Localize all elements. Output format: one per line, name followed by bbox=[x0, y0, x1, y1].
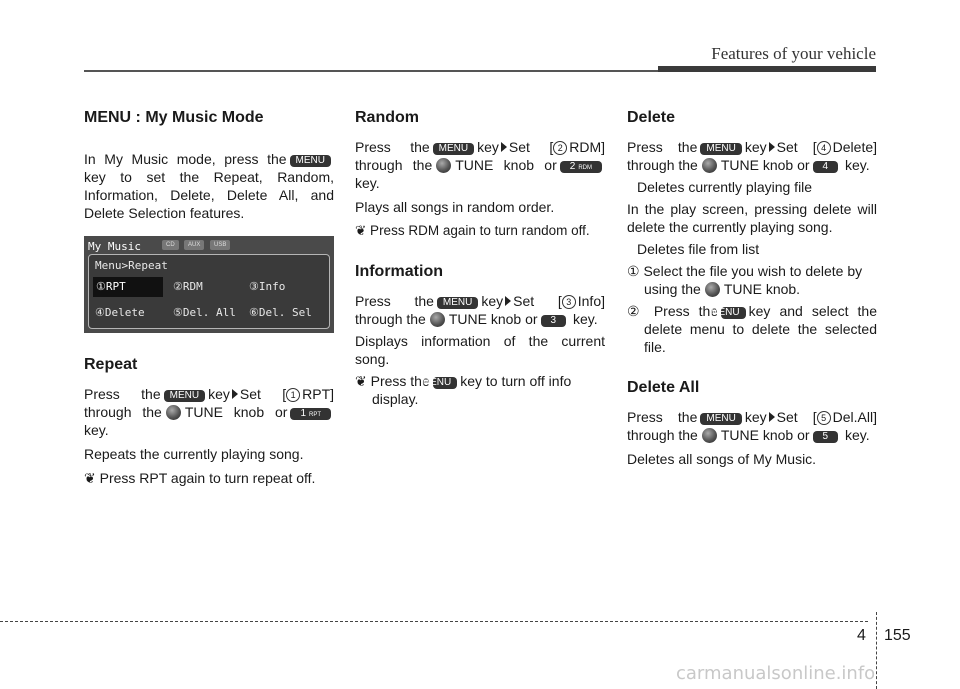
delall-item-text: Del.All] bbox=[832, 409, 878, 425]
delete-press-text: Press the bbox=[627, 139, 698, 155]
section-heading-random: Random bbox=[355, 109, 419, 126]
info-note-text-a: ❦ Press the bbox=[355, 373, 430, 389]
info-item-text: Info] bbox=[577, 293, 605, 309]
watermark: carmanualsonline.info bbox=[676, 663, 876, 684]
info-press-text: Press the bbox=[355, 293, 434, 309]
my-music-screen-illustration bbox=[84, 236, 334, 333]
footer-divider bbox=[876, 612, 877, 689]
section-heading-information: Information bbox=[355, 263, 443, 280]
random-through-text: through the bbox=[355, 157, 433, 173]
circled-number-icon: 4 bbox=[817, 141, 831, 155]
arrow-right-icon bbox=[232, 389, 238, 399]
circled-number-icon: 5 bbox=[817, 411, 831, 425]
screen-item-rdm: ②RDM bbox=[173, 280, 203, 293]
screen-item-del-sel: ⑥Del. Sel bbox=[249, 306, 312, 319]
delete-line-3: Deletes file from list bbox=[637, 241, 760, 257]
screen-item-delete: ④Delete bbox=[95, 306, 145, 319]
intro-text-1: In My Music mode, press the bbox=[84, 151, 287, 167]
delete-all-instruction bbox=[627, 408, 877, 444]
information-instruction bbox=[355, 292, 605, 328]
screen-menu-header: Menu>Repeat bbox=[95, 259, 168, 272]
delete-tune-text: TUNE knob or bbox=[720, 157, 810, 173]
circled-number-icon: 1 bbox=[286, 388, 300, 402]
tune-knob-icon bbox=[702, 428, 717, 443]
screen-badge-cd: CD bbox=[162, 240, 179, 250]
menu-key-icon: MENU bbox=[721, 307, 745, 319]
delall-key2-text: key. bbox=[845, 427, 870, 443]
chapter-number: 4 bbox=[857, 627, 866, 644]
random-note: ❦ Press RDM again to turn random off. bbox=[355, 223, 590, 238]
info-tune-text: TUNE knob or bbox=[448, 311, 538, 327]
screen-item-rpt: ①RPT bbox=[93, 277, 163, 297]
arrow-right-icon bbox=[505, 296, 511, 306]
information-note bbox=[355, 372, 605, 408]
delete-set-text: Set [ bbox=[776, 139, 817, 155]
random-set-text: Set [ bbox=[508, 139, 554, 155]
info-key-icon: 3 bbox=[541, 315, 567, 327]
delete-through-text: through the bbox=[627, 157, 698, 173]
tune-knob-icon bbox=[436, 158, 451, 173]
random-instruction bbox=[355, 138, 605, 192]
random-press-text: Press the bbox=[355, 139, 430, 155]
random-item-text: RDM] bbox=[569, 139, 605, 155]
step-1-text-a: Select the file you wish to delete by using the bbox=[643, 263, 863, 297]
screen-title: My Music bbox=[88, 240, 141, 253]
arrow-right-icon bbox=[769, 412, 775, 422]
menu-key-icon: MENU bbox=[433, 377, 457, 389]
column-middle bbox=[355, 108, 605, 412]
header-rule-accent bbox=[658, 66, 876, 72]
section-heading-delete-all: Delete All bbox=[627, 379, 700, 396]
rpt-key-sub: RPT bbox=[309, 412, 321, 418]
delall-press-text: Press the bbox=[627, 409, 698, 425]
step-1-number: ① bbox=[627, 263, 640, 279]
column-right bbox=[627, 108, 877, 472]
delete-all-description: Deletes all songs of My Music. bbox=[627, 451, 817, 467]
random-tune-text: TUNE knob or bbox=[455, 157, 557, 173]
delete-step-2 bbox=[627, 302, 877, 356]
tune-knob-icon bbox=[705, 282, 720, 297]
repeat-description: Repeats the currently playing song. bbox=[84, 446, 304, 462]
delete-key2-text: key. bbox=[845, 157, 870, 173]
circled-number-icon: 3 bbox=[562, 295, 576, 309]
rdm-key-number: 2 bbox=[569, 161, 576, 172]
info-set-text: Set [ bbox=[513, 293, 562, 309]
column-left bbox=[84, 108, 334, 491]
footer-rule bbox=[0, 621, 868, 622]
screen-badge-aux: AUX bbox=[184, 240, 204, 250]
delete-line-2: In the play screen, pressing delete will delete the currently playing song. bbox=[627, 201, 877, 235]
menu-key-icon: MENU bbox=[433, 143, 474, 155]
delall-key-text: key bbox=[744, 409, 767, 425]
random-key-text: key bbox=[477, 139, 499, 155]
delete-instruction bbox=[627, 138, 877, 174]
menu-key-icon: MENU bbox=[290, 155, 331, 167]
screen-item-del-all: ⑤Del. All bbox=[173, 306, 236, 319]
delall-through-text: through the bbox=[627, 427, 698, 443]
menu-key-icon: MENU bbox=[164, 390, 205, 402]
screen-item-info: ③Info bbox=[249, 280, 286, 293]
rpt-key-number: 1 bbox=[300, 408, 306, 419]
repeat-key2-text: key. bbox=[84, 422, 109, 438]
tune-knob-icon bbox=[166, 405, 181, 420]
arrow-right-icon bbox=[769, 142, 775, 152]
step-2-number: ② bbox=[627, 303, 645, 319]
repeat-note: ❦ Press RPT again to turn repeat off. bbox=[84, 470, 316, 486]
rpt-key-icon bbox=[290, 408, 331, 420]
page-number: 155 bbox=[884, 627, 911, 644]
tune-knob-icon bbox=[702, 158, 717, 173]
circled-number-icon: 2 bbox=[553, 141, 567, 155]
screen-badge-usb: USB bbox=[210, 240, 230, 250]
rdm-key-icon bbox=[560, 161, 602, 173]
info-note-text-b: key to turn off info display. bbox=[372, 373, 572, 407]
section-heading-my-music: MENU : My Music Mode bbox=[84, 109, 264, 126]
step-2-text-a: Press the bbox=[653, 303, 719, 319]
intro-text-2: key to set the Repeat, Random, Information, Delete, Delete All, and Delete Selection features. bbox=[84, 169, 334, 221]
delall-num-key-icon: 5 bbox=[813, 431, 839, 443]
arrow-right-icon bbox=[501, 142, 507, 152]
intro-paragraph bbox=[84, 150, 334, 222]
repeat-instruction bbox=[84, 385, 334, 439]
info-key2-text: key. bbox=[573, 311, 598, 327]
random-key2-text: key. bbox=[355, 175, 380, 191]
repeat-tune-text: TUNE knob or bbox=[184, 404, 288, 420]
menu-key-icon: MENU bbox=[700, 143, 741, 155]
step-1-text-b: TUNE knob. bbox=[723, 281, 801, 297]
repeat-key-text: key bbox=[208, 386, 230, 402]
repeat-set-text: Set [ bbox=[239, 386, 287, 402]
rdm-key-sub: RDM bbox=[578, 165, 592, 171]
delall-set-text: Set [ bbox=[776, 409, 817, 425]
repeat-through-text: through the bbox=[84, 404, 162, 420]
random-description: Plays all songs in random order. bbox=[355, 199, 555, 215]
menu-key-icon: MENU bbox=[700, 413, 741, 425]
repeat-press-text: Press the bbox=[84, 386, 161, 402]
delete-line-1: Deletes currently playing file bbox=[637, 179, 813, 195]
page-header-title: Features of your vehicle bbox=[711, 44, 876, 63]
delete-item-text: Delete] bbox=[832, 139, 878, 155]
menu-key-icon: MENU bbox=[437, 297, 478, 309]
info-key-text: key bbox=[481, 293, 504, 309]
information-description: Displays information of the current song. bbox=[355, 333, 605, 367]
section-heading-delete: Delete bbox=[627, 109, 676, 126]
delete-key-text: key bbox=[744, 139, 767, 155]
delete-step-1 bbox=[627, 262, 877, 298]
delete-num-key-icon: 4 bbox=[813, 161, 839, 173]
tune-knob-icon bbox=[430, 312, 445, 327]
delall-tune-text: TUNE knob or bbox=[720, 427, 810, 443]
section-heading-repeat: Repeat bbox=[84, 356, 138, 373]
repeat-item-text: RPT] bbox=[302, 386, 335, 402]
step-2-text-b: key and select the delete menu to delete the selected file. bbox=[644, 303, 877, 355]
info-through-text: through the bbox=[355, 311, 426, 327]
